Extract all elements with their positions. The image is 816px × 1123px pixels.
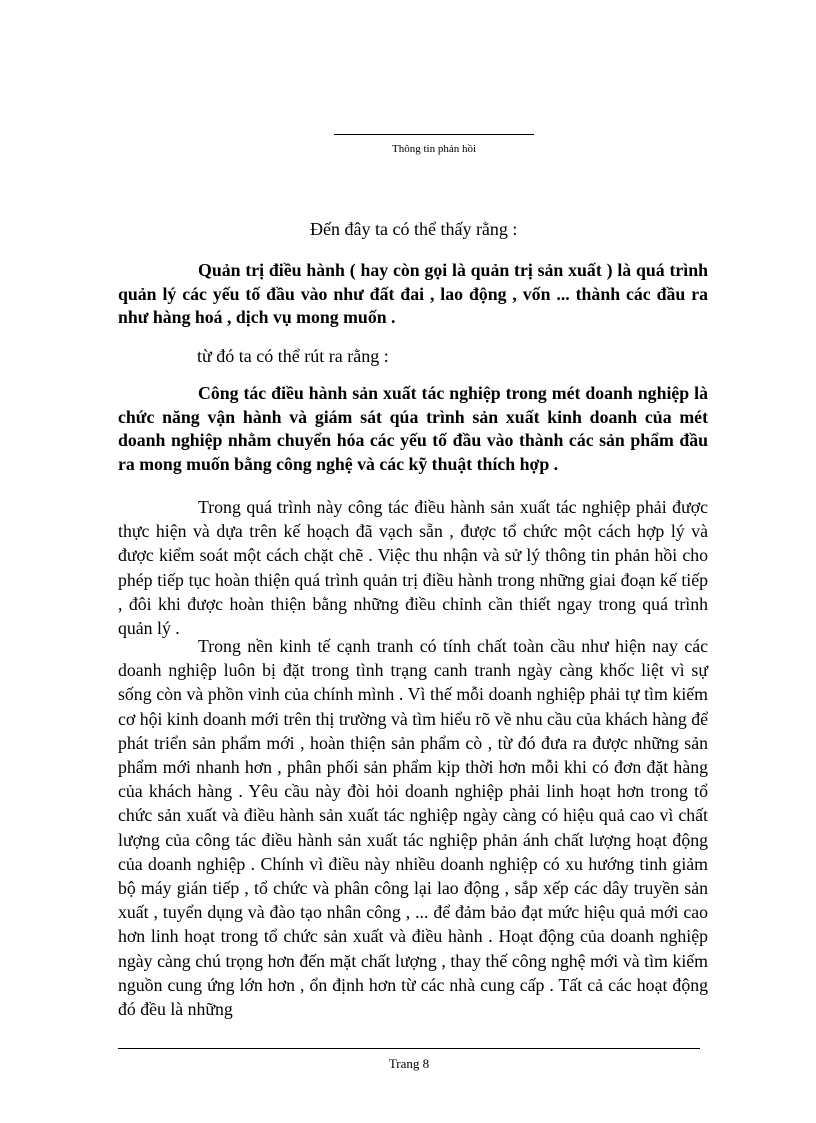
body-paragraph-2: Trong nền kinh tế cạnh tranh có tính chất toàn cầu như hiện nay các doanh nghiệp luôn bị đặt trong tình trạng canh tranh ngày càng khốc liệt vì sự sống còn và phồn vinh của chính mình . Vì thế mỗi doanh nghiệp phải tự tìm kiếm cơ hội kinh doanh mới trên thị trường và tìm hiểu rõ về nhu cầu của khách hàng để phát triển sản phẩm mới , hoàn thiện sản phẩm cò , từ đó đưa ra được những sản phẩm mới nhanh hơn , phân phối sản phẩm kịp thời hơn mỗi khi có đơn đặt hàng của khách hàng . Yêu cầu này đòi hỏi doanh nghiệp phải linh hoạt hơn trong tổ chức sản xuất và điều hành sản xuất tác nghiệp ngày càng có hiệu quả cao vì chất lượng của công tác điều hành sản xuất tác nghiệp phản ánh chất lượng hoạt động của doanh nghiệp . Chính vì điều này nhiều doanh nghiệp có xu hướng tinh giảm bộ máy gián tiếp , tổ chức và phân công lại lao động , sắp xếp các dây truyền sản xuất , tuyển dụng và đào tạo nhân công , ... để đảm bảo đạt mức hiệu quả mới cao hơn linh hoạt trong tổ chức sản xuất và điều hành . Hoạt động của doanh nghiệp ngày càng chú trọng hơn đến mặt chất lượng , thay thế công nghệ mới và tìm kiếm nguồn cung ứng lớn hơn , ổn định hơn từ các nhà cung cấp . Tất cả các hoạt động đó đều là những xyxy=(118,636,708,1020)
figure-caption: Thông tin phản hồi xyxy=(391,143,477,155)
figure-divider xyxy=(334,134,534,135)
footer-divider xyxy=(118,1048,700,1049)
page-number: Trang 8 xyxy=(388,1056,430,1071)
lead-line: từ đó ta có thể rút ra rằng : xyxy=(197,346,389,366)
definition-paragraph: Quản trị điều hành ( hay còn gọi là quản trị sản xuất ) là quá trình quản lý các yếu tố đầu vào như đất đai , lao động , vốn ... thành các đầu ra như hàng hoá , dịch vụ mong muốn . xyxy=(118,260,708,327)
body-paragraph-1: Trong quá trình này công tác điều hành sản xuất tác nghiệp phải được thực hiện và dựa trên kế hoạch đã vạch sẵn , được tổ chức một cách hợp lý và được kiểm soát một cách chặt chẽ . Việc thu nhận và sử lý thông tin phản hồi cho phép tiếp tục hoàn thiện quá trình quản trị điều hành trong những giai đoạn kế tiếp , đôi khi được hoàn thiện bằng những điều chỉnh cần thiết ngay trong quá trình quản lý . xyxy=(118,497,708,639)
intro-line: Đến đây ta có thể thấy rằng : xyxy=(310,219,518,239)
conclusion-paragraph: Công tác điều hành sản xuất tác nghiệp trong mét doanh nghiệp là chức năng vận hành và giám sát qúa trình sản xuất kinh doanh của mét doanh nghiệp nhằm chuyển hóa các yếu tố đầu vào thành các sản phẩm đầu ra mong muốn bằng công nghệ và các kỹ thuật thích hợp . xyxy=(118,383,708,474)
